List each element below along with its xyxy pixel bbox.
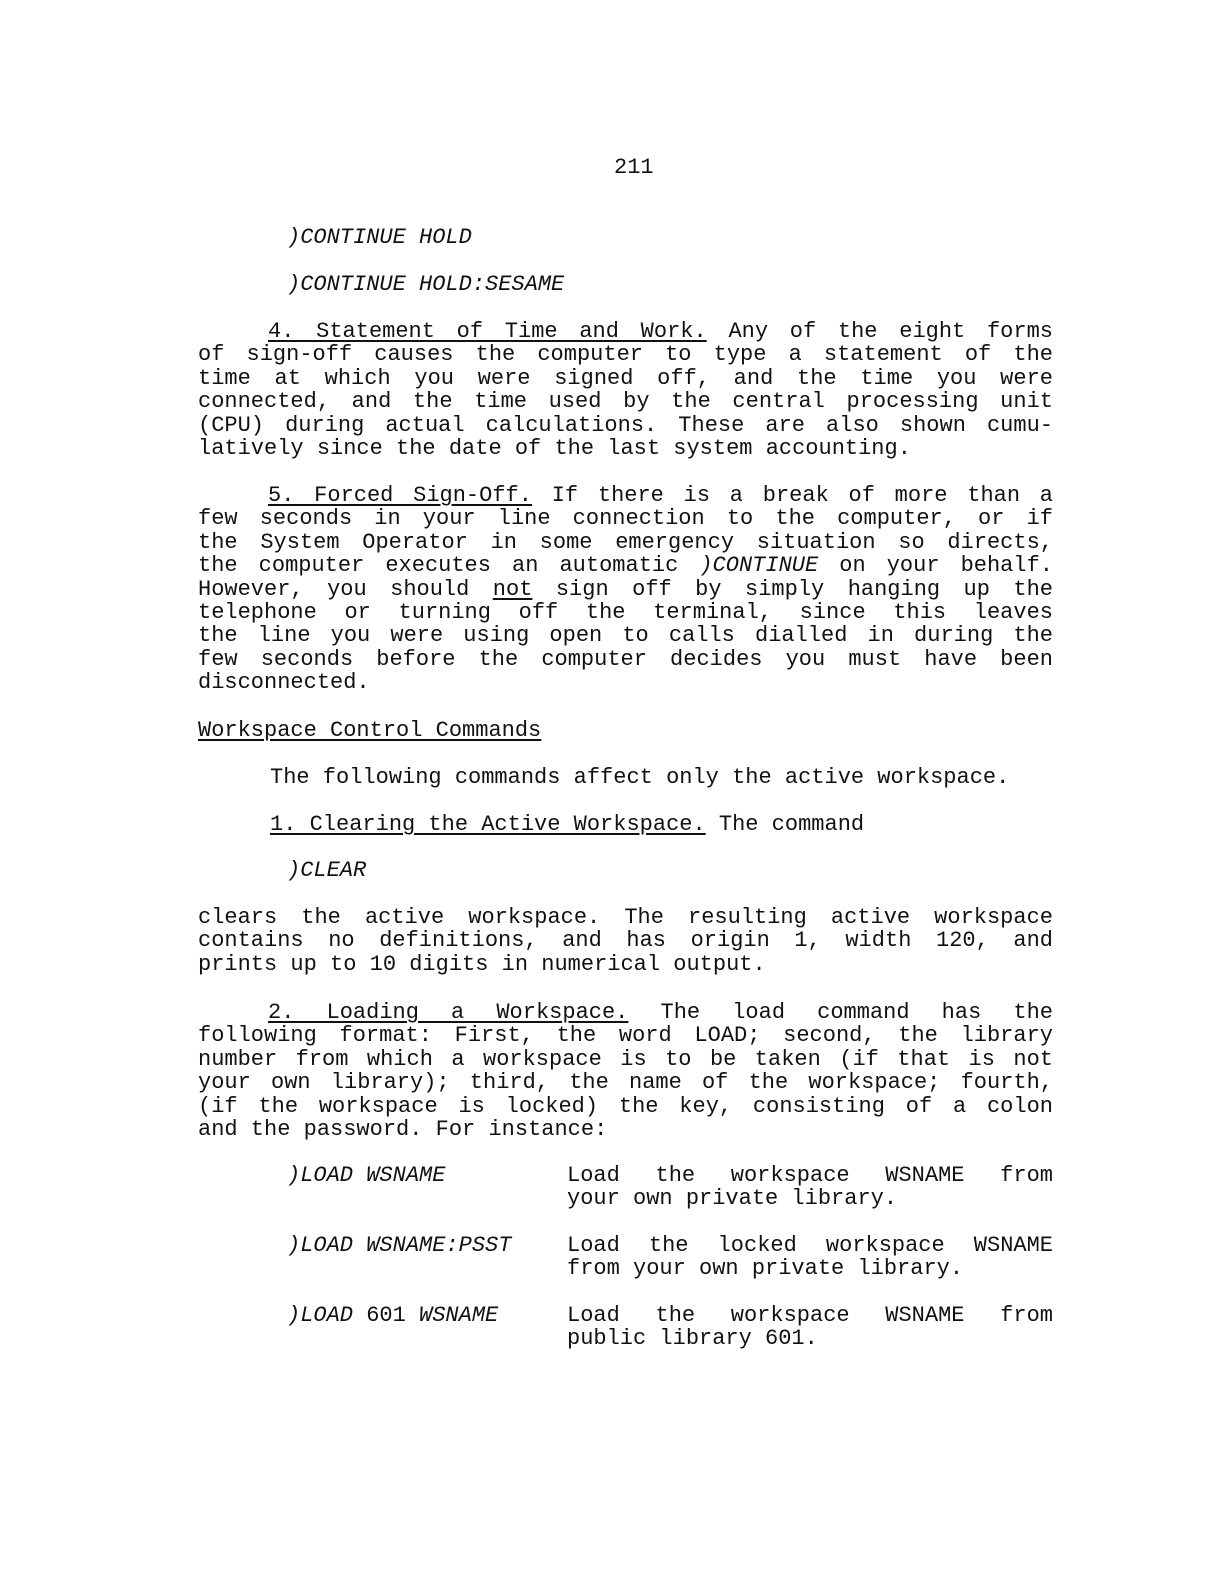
item2-heading: 2. Loading a Workspace. [268, 1000, 629, 1025]
para5-line-3: the System Operator in some emergency situation so directs, [198, 529, 1053, 555]
load-example-2-name: WSNAME:PSST [366, 1233, 512, 1258]
continue-example-2: )CONTINUE HOLD:SESAME [287, 272, 565, 297]
section-heading-workspace-control: Workspace Control Commands [198, 718, 542, 743]
para4-line-2: of sign-off causes the computer to type a statement of the [198, 342, 1053, 368]
load-example-row [287, 1304, 1053, 1374]
paragraph-forced-sign-off [198, 484, 1053, 695]
continue-example-1: )CONTINUE HOLD [287, 225, 472, 250]
para5-line-5b: sign off by simply hanging up the [555, 576, 1054, 602]
para5-heading: 5. Forced Sign-Off. [268, 483, 532, 508]
load-example-1-name: WSNAME [366, 1163, 446, 1188]
para5-line-1: If there is a break of more than a [551, 483, 1054, 508]
load-example-2-desc-1: Load the locked workspace WSNAME [567, 1233, 1053, 1258]
item2-line-3: number from which a workspace is to be taken (if that is not [198, 1046, 1053, 1072]
para5-line-8: few seconds before the computer decides you must have been [198, 646, 1053, 672]
clear-command: )CLEAR [287, 858, 367, 883]
item1-heading: 1. Clearing the Active Workspace. [270, 812, 706, 837]
item1-line-2: contains no definitions, and has origin 1, width 120, and [198, 928, 1053, 954]
paragraph-loading-workspace [198, 1001, 1053, 1141]
item1-line-1: clears the active workspace. The resulting active workspace [198, 905, 1053, 930]
para5-line-4: the computer executes an automatic [198, 553, 679, 579]
load-example-row [287, 1164, 1053, 1234]
load-example-3-prefix: )LOAD [287, 1303, 354, 1328]
para5-line-2: few seconds in your line connection to the computer, or if [198, 506, 1053, 532]
para4-heading: 4. Statement of Time and Work. [268, 319, 707, 344]
para5-continue-cmd: )CONTINUE [699, 553, 819, 579]
para4-line-3: time at which you were signed off, and the time you were [198, 365, 1053, 391]
item1-line-3: prints up to 10 digits in numerical output. [198, 951, 766, 977]
load-examples-table [287, 1164, 1053, 1374]
load-example-1-desc-1: Load the workspace WSNAME from [567, 1163, 1053, 1188]
para5-line-5: However, you should [198, 576, 470, 602]
item2-line-4: your own library); third, the name of the workspace; fourth, [198, 1070, 1053, 1096]
item2-line-1: The load command has the [660, 1000, 1054, 1025]
para4-line-6: latively since the date of the last system accounting. [198, 435, 911, 461]
load-example-3-num: 601 [366, 1303, 406, 1328]
load-example-1-desc-2: your own private library. [567, 1186, 898, 1212]
intro-text: The following commands affect only the active workspace. [270, 765, 1010, 790]
load-example-3-name: WSNAME [419, 1303, 499, 1328]
para4-line-4: connected, and the time used by the central processing unit [198, 389, 1053, 415]
paragraph-clear-description [198, 906, 1053, 976]
item2-line-6: and the password. For instance: [198, 1116, 608, 1142]
para5-line-7: the line you were using open to calls dialled in during the [198, 623, 1053, 649]
item2-line-2: following format: First, the word LOAD; second, the library [198, 1023, 1053, 1049]
item1-tail: The command [718, 812, 865, 837]
load-example-row [287, 1234, 1053, 1304]
load-example-2-desc-2: from your own private library. [567, 1256, 964, 1282]
load-example-1-prefix: )LOAD [287, 1163, 354, 1188]
load-example-3-desc-2: public library 601. [567, 1326, 818, 1352]
load-example-3-desc-1: Load the workspace WSNAME from [567, 1303, 1053, 1328]
item1-line [270, 813, 864, 836]
paragraph-statement-of-time [198, 320, 1053, 460]
para5-not-emphasis: not [492, 576, 533, 602]
load-example-2-prefix: )LOAD [287, 1233, 354, 1258]
para5-line-6: telephone or turning off the terminal, since this leaves [198, 599, 1053, 625]
para4-line-1: Any of the eight forms [728, 319, 1053, 344]
para5-line-4b: on your behalf. [839, 553, 1053, 579]
page-number: 211 [614, 155, 654, 180]
para4-line-5: (CPU) during actual calculations. These are also shown cumu- [198, 412, 1053, 438]
item2-line-5: (if the workspace is locked) the key, consisting of a colon [198, 1093, 1053, 1119]
para5-line-9: disconnected. [198, 670, 370, 696]
